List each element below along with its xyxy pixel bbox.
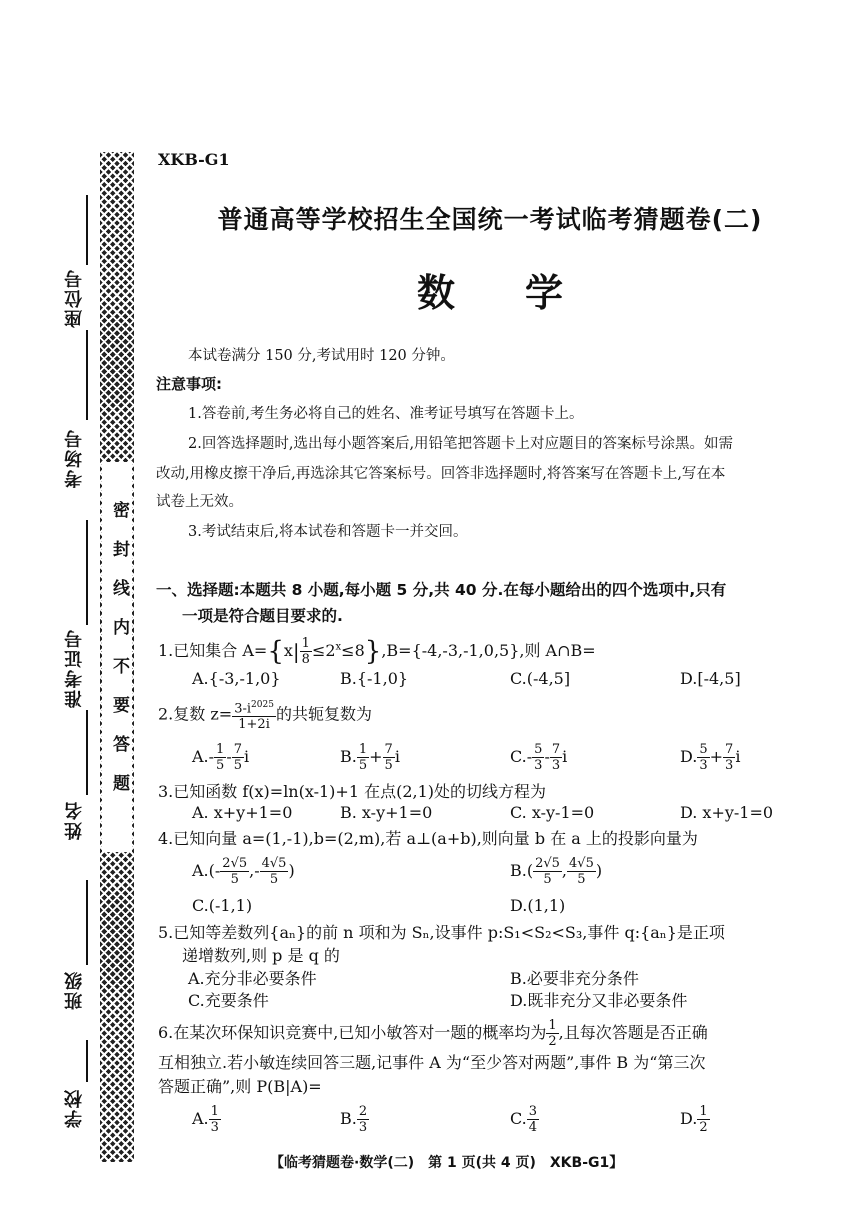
question-6-option-c[interactable]: C. $\frac{3}{4}$: [510, 1104, 538, 1135]
question-5-stem-line-2: 递增数列,则 p 是 q 的: [182, 946, 340, 965]
question-3-option-a[interactable]: A. x+y+1=0: [192, 803, 293, 822]
question-5-option-c[interactable]: C.充要条件: [188, 991, 269, 1010]
page-footer: 【临考猜题卷·数学(二) 第 1 页(共 4 页) XKB-G1】: [270, 1155, 624, 1171]
q1-fraction: $\frac{1}{8}$: [301, 636, 310, 667]
question-6-stem-line-1: 6.在某次环保知识竞赛中,已知小敏答对一题的概率均为 $\frac{1}{2}$ ,且每次答题是否正确: [158, 1018, 708, 1049]
question-1-option-b[interactable]: B.{-1,0}: [340, 669, 409, 688]
question-5-option-b[interactable]: B.必要非充分条件: [510, 969, 639, 988]
question-1-option-a[interactable]: A.{-3,-1,0}: [192, 669, 281, 688]
question-2-option-a[interactable]: A.- $\frac{1}{5}$ - $\frac{7}{5}$ i: [192, 742, 250, 773]
question-4-option-b[interactable]: B.( $\frac{2√5}{5}$ , $\frac{4√5}{5}$ ): [510, 856, 603, 887]
question-3-option-c[interactable]: C. x-y-1=0: [510, 803, 595, 822]
question-3-stem: 3.已知函数 f(x)=ln(x-1)+1 在点(2,1)处的切线方程为: [158, 782, 547, 801]
question-6-option-a[interactable]: A. $\frac{1}{3}$: [192, 1104, 219, 1135]
room-number-line[interactable]: [86, 330, 88, 420]
section-heading-line-2: 一项是符合题目要求的.: [182, 607, 343, 625]
class-label: 班级: [64, 970, 85, 1010]
section-heading-line-1: 一、选择题:本题共 8 小题,每小题 5 分,共 40 分.在每小题给出的四个选项中,只有: [156, 581, 727, 599]
question-2-option-d[interactable]: D. $\frac{5}{3}$ + $\frac{7}{3}$ i: [680, 742, 741, 773]
question-4-option-d[interactable]: D.(1,1): [510, 896, 566, 915]
question-1-option-c[interactable]: C.(-4,5]: [510, 669, 571, 688]
question-1-stem: 1.已知集合 A={x| $\frac{1}{8}$ $\le 2^x\le 8\},B=\{-4,-3,-1,0,5\}$,则 A∩B=: [158, 636, 596, 667]
question-2-option-c[interactable]: C.- $\frac{5}{3}$ - $\frac{7}{3}$ i: [510, 742, 568, 773]
name-label: 姓名: [64, 800, 85, 840]
question-5-option-d[interactable]: D.既非充分又非必要条件: [510, 991, 688, 1010]
question-6-option-d[interactable]: D. $\frac{1}{2}$: [680, 1104, 708, 1135]
seat-number-line[interactable]: [86, 195, 88, 265]
question-6-option-b[interactable]: B. $\frac{2}{3}$: [340, 1104, 368, 1135]
ticket-number-line[interactable]: [86, 520, 88, 625]
school-line[interactable]: [86, 1040, 88, 1082]
question-4-option-a[interactable]: A.(- $\frac{2√5}{5}$ ,- $\frac{4√5}{5}$ ): [192, 856, 295, 887]
question-3-option-b[interactable]: B. x-y+1=0: [340, 803, 433, 822]
binding-border: [100, 152, 134, 1162]
question-5-stem-line-1: 5.已知等差数列{aₙ}的前 n 项和为 Sₙ,设事件 p:S₁<S₂<S₃,事件 q:{aₙ}是正项: [158, 923, 725, 942]
notice-item-2-line-1: 2.回答选择题时,选出每小题答案后,用铅笔把答题卡上对应题目的答案标号涂黑。如需: [188, 436, 734, 452]
seal-warning-text: 密封线内不要答题: [109, 501, 129, 813]
question-2-stem: 2.复数 z= $\frac{3-i^{2025}}{1+2i}$ 的共轭复数为: [158, 700, 372, 733]
question-2-option-b[interactable]: B. $\frac{1}{5}$ + $\frac{7}{5}$ i: [340, 742, 400, 773]
paper-code: XKB-G1: [158, 150, 230, 169]
room-number-label: 考场号: [64, 428, 85, 488]
ticket-number-label: 准考证号: [64, 628, 85, 708]
question-6-stem-line-2: 互相独立.若小敏连续回答三题,记事件 A 为“至少答对两题”,事件 B 为“第三次: [158, 1053, 706, 1072]
notice-heading: 注意事项:: [156, 375, 222, 393]
question-4-option-c[interactable]: C.(-1,1): [192, 896, 253, 915]
exam-title: 普通高等学校招生全国统一考试临考猜题卷(二): [217, 205, 763, 234]
question-6-stem-line-3: 答题正确”,则 P(B|A)=: [158, 1077, 322, 1096]
name-line[interactable]: [86, 710, 88, 795]
seal-warning-box: [102, 462, 132, 852]
question-4-stem: 4.已知向量 a=(1,-1),b=(2,m),若 a⊥(a+b),则向量 b 在 a 上的投影向量为: [158, 829, 698, 848]
exam-intro: 本试卷满分 150 分,考试用时 120 分钟。: [188, 348, 455, 364]
question-3-option-d[interactable]: D. x+y-1=0: [680, 803, 774, 822]
school-label: 学校: [64, 1088, 85, 1128]
notice-item-3: 3.考试结束后,将本试卷和答题卡一并交回。: [188, 524, 468, 540]
class-line[interactable]: [86, 880, 88, 965]
notice-item-2-line-2: 改动,用橡皮擦干净后,再选涂其它答案标号。回答非选择题时,将答案写在答题卡上,写在本: [156, 466, 726, 482]
notice-item-1: 1.答卷前,考生务必将自己的姓名、准考证号填写在答题卡上。: [188, 406, 584, 422]
question-1-option-d[interactable]: D.[-4,5]: [680, 669, 741, 688]
subject-title: 数学: [416, 271, 633, 315]
seat-number-label: 座位号: [64, 268, 85, 328]
question-5-option-a[interactable]: A.充分非必要条件: [188, 969, 317, 988]
notice-item-2-line-3: 试卷上无效。: [156, 494, 243, 510]
q2-fraction: $\frac{3-i^{2025}}{1+2i}$: [234, 700, 274, 733]
